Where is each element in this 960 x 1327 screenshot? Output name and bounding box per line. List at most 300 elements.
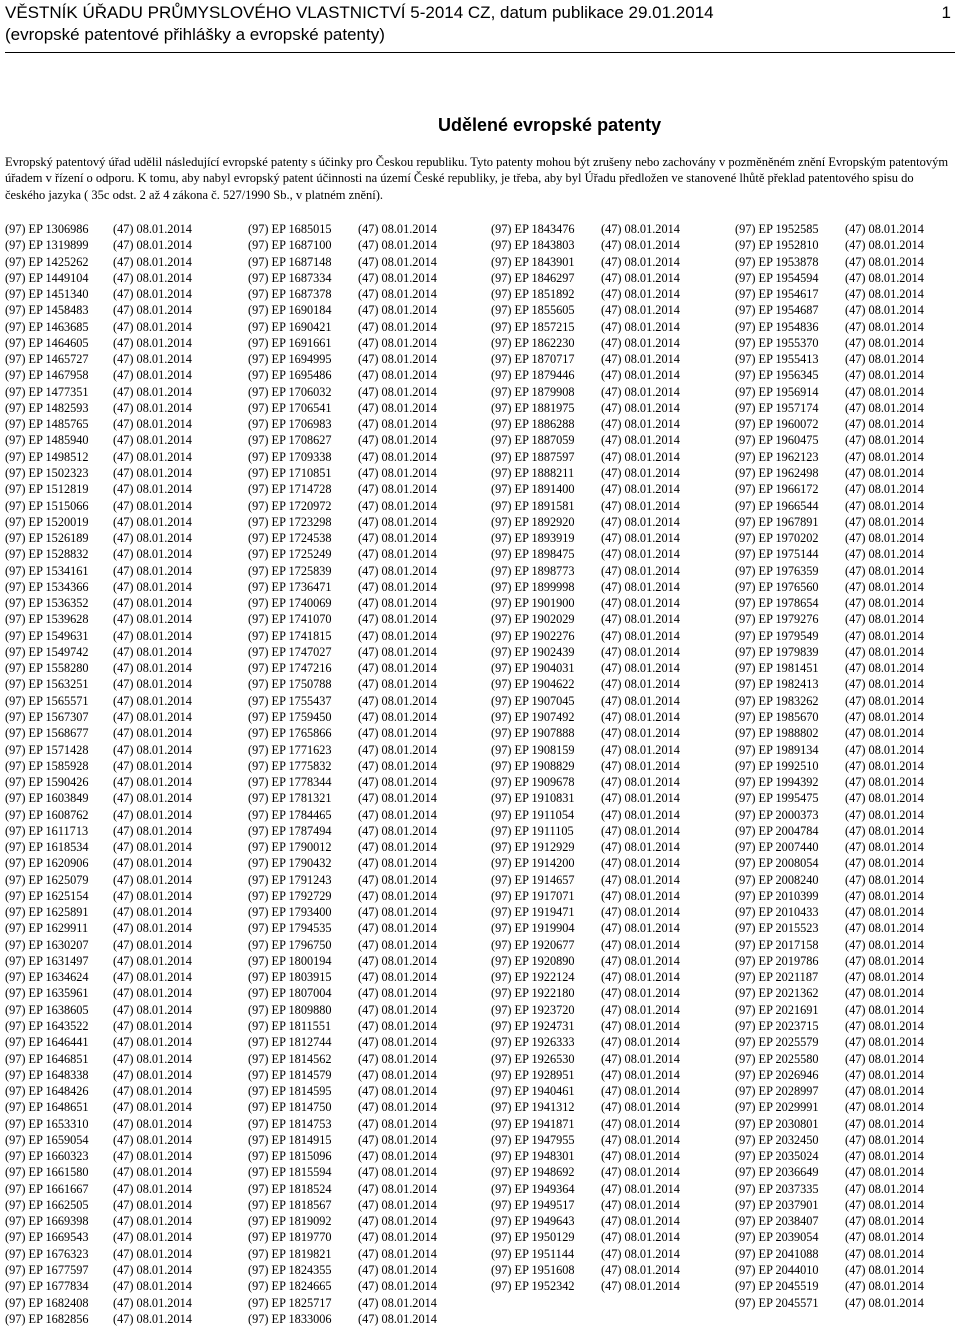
patent-number: (97) EP 1747216 bbox=[248, 661, 332, 676]
patent-number: (97) EP 1710851 bbox=[248, 465, 332, 480]
grant-date: (47) 08.01.2014 bbox=[601, 1246, 680, 1261]
patent-number: (97) EP 1949517 bbox=[491, 1197, 575, 1212]
grant-date: (47) 08.01.2014 bbox=[358, 531, 437, 546]
grant-date: (47) 08.01.2014 bbox=[358, 742, 437, 757]
patent-row bbox=[5, 1278, 192, 1294]
grant-date: (47) 08.01.2014 bbox=[358, 222, 437, 236]
patent-number: (97) EP 1565571 bbox=[5, 693, 89, 708]
patent-row bbox=[5, 709, 192, 725]
grant-date: (47) 08.01.2014 bbox=[601, 661, 680, 676]
patent-column bbox=[735, 221, 924, 1311]
patent-number: (97) EP 1954836 bbox=[735, 319, 819, 334]
patent-row bbox=[248, 449, 437, 465]
patent-number: (97) EP 1911054 bbox=[491, 807, 575, 822]
grant-date: (47) 08.01.2014 bbox=[113, 433, 192, 448]
grant-date: (47) 08.01.2014 bbox=[601, 921, 680, 936]
patent-number: (97) EP 1803915 bbox=[248, 970, 332, 985]
grant-date: (47) 08.01.2014 bbox=[601, 1002, 680, 1017]
grant-date: (47) 08.01.2014 bbox=[358, 254, 437, 269]
grant-date: (47) 08.01.2014 bbox=[845, 1100, 924, 1115]
grant-date: (47) 08.01.2014 bbox=[601, 791, 680, 806]
grant-date: (47) 08.01.2014 bbox=[113, 482, 192, 497]
grant-date: (47) 08.01.2014 bbox=[601, 726, 680, 741]
grant-date: (47) 08.01.2014 bbox=[358, 612, 437, 627]
patent-number: (97) EP 1608762 bbox=[5, 807, 89, 822]
grant-date: (47) 08.01.2014 bbox=[845, 1002, 924, 1017]
grant-date: (47) 08.01.2014 bbox=[601, 1230, 680, 1245]
patent-row bbox=[5, 237, 192, 253]
grant-date: (47) 08.01.2014 bbox=[845, 303, 924, 318]
patent-row bbox=[491, 595, 680, 611]
grant-date: (47) 08.01.2014 bbox=[113, 1132, 192, 1147]
grant-date: (47) 08.01.2014 bbox=[845, 1197, 924, 1212]
grant-date: (47) 08.01.2014 bbox=[601, 1263, 680, 1277]
grant-date: (47) 08.01.2014 bbox=[358, 888, 437, 903]
patent-number: (97) EP 1967891 bbox=[735, 514, 819, 529]
grant-date: (47) 08.01.2014 bbox=[113, 661, 192, 676]
grant-date: (47) 08.01.2014 bbox=[601, 1019, 680, 1034]
patent-row bbox=[491, 319, 680, 335]
patent-number: (97) EP 1922124 bbox=[491, 970, 575, 985]
patent-number: (97) EP 1638605 bbox=[5, 1002, 89, 1017]
patent-row bbox=[735, 1246, 924, 1262]
grant-date: (47) 08.01.2014 bbox=[845, 400, 924, 415]
patent-number: (97) EP 1904622 bbox=[491, 677, 575, 692]
patent-row bbox=[5, 367, 192, 383]
patent-row bbox=[491, 676, 680, 692]
patent-number: (97) EP 1759450 bbox=[248, 709, 332, 724]
grant-date: (47) 08.01.2014 bbox=[358, 465, 437, 480]
grant-date: (47) 08.01.2014 bbox=[845, 531, 924, 546]
patent-number: (97) EP 1725839 bbox=[248, 563, 332, 578]
patent-number: (97) EP 1534161 bbox=[5, 563, 89, 578]
patent-row bbox=[248, 563, 437, 579]
grant-date: (47) 08.01.2014 bbox=[113, 1311, 192, 1326]
patent-number: (97) EP 2044010 bbox=[735, 1263, 819, 1277]
patent-row bbox=[491, 254, 680, 270]
grant-date: (47) 08.01.2014 bbox=[358, 872, 437, 887]
patent-row bbox=[491, 611, 680, 627]
grant-date: (47) 08.01.2014 bbox=[113, 498, 192, 513]
grant-date: (47) 08.01.2014 bbox=[845, 612, 924, 627]
grant-date: (47) 08.01.2014 bbox=[113, 287, 192, 302]
patent-number: (97) EP 1526189 bbox=[5, 531, 89, 546]
grant-date: (47) 08.01.2014 bbox=[601, 1149, 680, 1164]
patent-number: (97) EP 1648426 bbox=[5, 1084, 89, 1099]
patent-row bbox=[491, 1132, 680, 1148]
patent-number: (97) EP 1892920 bbox=[491, 514, 575, 529]
patent-row bbox=[735, 1278, 924, 1294]
grant-date: (47) 08.01.2014 bbox=[601, 579, 680, 594]
patent-row bbox=[5, 530, 192, 546]
grant-date: (47) 08.01.2014 bbox=[845, 856, 924, 871]
patent-number: (97) EP 1843901 bbox=[491, 254, 575, 269]
grant-date: (47) 08.01.2014 bbox=[113, 970, 192, 985]
patent-number: (97) EP 1962123 bbox=[735, 449, 819, 464]
grant-date: (47) 08.01.2014 bbox=[358, 709, 437, 724]
patent-row bbox=[491, 546, 680, 562]
patent-number: (97) EP 1676323 bbox=[5, 1246, 89, 1261]
patent-number: (97) EP 1669543 bbox=[5, 1230, 89, 1245]
patent-row bbox=[248, 270, 437, 286]
patent-row bbox=[735, 530, 924, 546]
patent-row bbox=[5, 920, 192, 936]
grant-date: (47) 08.01.2014 bbox=[358, 840, 437, 855]
grant-date: (47) 08.01.2014 bbox=[358, 579, 437, 594]
grant-date: (47) 08.01.2014 bbox=[358, 1165, 437, 1180]
patent-row bbox=[5, 1197, 192, 1213]
patent-number: (97) EP 1741815 bbox=[248, 628, 332, 643]
patent-row bbox=[5, 432, 192, 448]
grant-date: (47) 08.01.2014 bbox=[845, 1019, 924, 1034]
grant-date: (47) 08.01.2014 bbox=[358, 1051, 437, 1066]
patent-number: (97) EP 1709338 bbox=[248, 449, 332, 464]
grant-date: (47) 08.01.2014 bbox=[601, 644, 680, 659]
grant-date: (47) 08.01.2014 bbox=[113, 1084, 192, 1099]
patent-number: (97) EP 1784465 bbox=[248, 807, 332, 822]
patent-number: (97) EP 1646441 bbox=[5, 1035, 89, 1050]
grant-date: (47) 08.01.2014 bbox=[113, 856, 192, 871]
grant-date: (47) 08.01.2014 bbox=[845, 970, 924, 985]
grant-date: (47) 08.01.2014 bbox=[601, 433, 680, 448]
grant-date: (47) 08.01.2014 bbox=[358, 823, 437, 838]
grant-date: (47) 08.01.2014 bbox=[358, 1019, 437, 1034]
patent-number: (97) EP 1809880 bbox=[248, 1002, 332, 1017]
patent-number: (97) EP 1625891 bbox=[5, 905, 89, 920]
patent-row bbox=[735, 514, 924, 530]
patent-number: (97) EP 1690421 bbox=[248, 319, 332, 334]
patent-number: (97) EP 1923720 bbox=[491, 1002, 575, 1017]
grant-date: (47) 08.01.2014 bbox=[113, 465, 192, 480]
patent-row bbox=[5, 758, 192, 774]
grant-date: (47) 08.01.2014 bbox=[113, 937, 192, 952]
grant-date: (47) 08.01.2014 bbox=[113, 254, 192, 269]
patent-row bbox=[491, 1213, 680, 1229]
patent-row bbox=[5, 1132, 192, 1148]
patent-number: (97) EP 1818524 bbox=[248, 1181, 332, 1196]
patent-row bbox=[491, 286, 680, 302]
patent-number: (97) EP 1787494 bbox=[248, 823, 332, 838]
grant-date: (47) 08.01.2014 bbox=[845, 840, 924, 855]
grant-date: (47) 08.01.2014 bbox=[113, 514, 192, 529]
patent-number: (97) EP 2041088 bbox=[735, 1246, 819, 1261]
patent-number: (97) EP 1520019 bbox=[5, 514, 89, 529]
patent-row bbox=[491, 237, 680, 253]
patent-row bbox=[248, 335, 437, 351]
patent-number: (97) EP 1954617 bbox=[735, 287, 819, 302]
patent-number: (97) EP 1911105 bbox=[491, 823, 574, 838]
patent-row bbox=[5, 1213, 192, 1229]
patent-row bbox=[248, 985, 437, 1001]
grant-date: (47) 08.01.2014 bbox=[845, 465, 924, 480]
patent-row bbox=[491, 1164, 680, 1180]
grant-date: (47) 08.01.2014 bbox=[845, 238, 924, 253]
grant-date: (47) 08.01.2014 bbox=[113, 1002, 192, 1017]
patent-row bbox=[5, 888, 192, 904]
patent-number: (97) EP 1790012 bbox=[248, 840, 332, 855]
grant-date: (47) 08.01.2014 bbox=[113, 352, 192, 367]
patent-number: (97) EP 1536352 bbox=[5, 596, 89, 611]
patent-number: (97) EP 1539628 bbox=[5, 612, 89, 627]
patent-row bbox=[735, 985, 924, 1001]
patent-row bbox=[5, 969, 192, 985]
patent-number: (97) EP 1843803 bbox=[491, 238, 575, 253]
patent-row bbox=[735, 774, 924, 790]
patent-number: (97) EP 1887597 bbox=[491, 449, 575, 464]
patent-row bbox=[491, 579, 680, 595]
patent-row bbox=[735, 335, 924, 351]
grant-date: (47) 08.01.2014 bbox=[601, 807, 680, 822]
grant-date: (47) 08.01.2014 bbox=[601, 1116, 680, 1131]
patent-number: (97) EP 1634624 bbox=[5, 970, 89, 985]
grant-date: (47) 08.01.2014 bbox=[845, 335, 924, 350]
patent-row bbox=[735, 1262, 924, 1278]
patent-number: (97) EP 2017158 bbox=[735, 937, 819, 952]
grant-date: (47) 08.01.2014 bbox=[601, 482, 680, 497]
patent-number: (97) EP 1682856 bbox=[5, 1311, 89, 1326]
patent-number: (97) EP 1792729 bbox=[248, 888, 332, 903]
patent-row bbox=[5, 1246, 192, 1262]
patent-number: (97) EP 2019786 bbox=[735, 953, 819, 968]
grant-date: (47) 08.01.2014 bbox=[845, 1246, 924, 1261]
patent-number: (97) EP 1618534 bbox=[5, 840, 89, 855]
patent-row bbox=[735, 1018, 924, 1034]
grant-date: (47) 08.01.2014 bbox=[845, 1181, 924, 1196]
page-number: 1 bbox=[941, 3, 951, 22]
patent-row bbox=[735, 1067, 924, 1083]
grant-date: (47) 08.01.2014 bbox=[358, 287, 437, 302]
patent-number: (97) EP 1571428 bbox=[5, 742, 89, 757]
grant-date: (47) 08.01.2014 bbox=[113, 726, 192, 741]
grant-date: (47) 08.01.2014 bbox=[113, 596, 192, 611]
patent-row bbox=[491, 888, 680, 904]
patent-row bbox=[248, 693, 437, 709]
grant-date: (47) 08.01.2014 bbox=[358, 596, 437, 611]
grant-date: (47) 08.01.2014 bbox=[358, 1197, 437, 1212]
patent-row bbox=[5, 1067, 192, 1083]
grant-date: (47) 08.01.2014 bbox=[601, 709, 680, 724]
patent-number: (97) EP 2038407 bbox=[735, 1214, 819, 1229]
grant-date: (47) 08.01.2014 bbox=[845, 384, 924, 399]
grant-date: (47) 08.01.2014 bbox=[113, 270, 192, 285]
patent-row bbox=[735, 384, 924, 400]
patent-number: (97) EP 1891581 bbox=[491, 498, 575, 513]
patent-number: (97) EP 1818567 bbox=[248, 1197, 332, 1212]
patent-row bbox=[735, 1181, 924, 1197]
grant-date: (47) 08.01.2014 bbox=[601, 1067, 680, 1082]
grant-date: (47) 08.01.2014 bbox=[358, 417, 437, 432]
patent-row bbox=[5, 872, 192, 888]
patent-number: (97) EP 1669398 bbox=[5, 1214, 89, 1229]
grant-date: (47) 08.01.2014 bbox=[845, 254, 924, 269]
patent-number: (97) EP 1740069 bbox=[248, 596, 332, 611]
grant-date: (47) 08.01.2014 bbox=[358, 644, 437, 659]
patent-row bbox=[5, 953, 192, 969]
grant-date: (47) 08.01.2014 bbox=[358, 563, 437, 578]
patent-row bbox=[735, 953, 924, 969]
patent-row bbox=[491, 628, 680, 644]
grant-date: (47) 08.01.2014 bbox=[358, 1035, 437, 1050]
grant-date: (47) 08.01.2014 bbox=[601, 596, 680, 611]
patent-row bbox=[5, 465, 192, 481]
grant-date: (47) 08.01.2014 bbox=[113, 840, 192, 855]
patent-row bbox=[5, 725, 192, 741]
patent-number: (97) EP 1908829 bbox=[491, 758, 575, 773]
patent-row bbox=[248, 1116, 437, 1132]
patent-row bbox=[248, 1278, 437, 1294]
grant-date: (47) 08.01.2014 bbox=[845, 775, 924, 790]
patent-row bbox=[735, 790, 924, 806]
patent-number: (97) EP 1949364 bbox=[491, 1181, 575, 1196]
patent-number: (97) EP 1879446 bbox=[491, 368, 575, 383]
patent-number: (97) EP 1851892 bbox=[491, 287, 575, 302]
patent-row bbox=[5, 839, 192, 855]
grant-date: (47) 08.01.2014 bbox=[113, 449, 192, 464]
grant-date: (47) 08.01.2014 bbox=[845, 726, 924, 741]
patent-row bbox=[491, 660, 680, 676]
grant-date: (47) 08.01.2014 bbox=[358, 1002, 437, 1017]
patent-number: (97) EP 1914200 bbox=[491, 856, 575, 871]
grant-date: (47) 08.01.2014 bbox=[845, 352, 924, 367]
patent-number: (97) EP 1975144 bbox=[735, 547, 819, 562]
grant-date: (47) 08.01.2014 bbox=[845, 644, 924, 659]
patent-row bbox=[491, 1197, 680, 1213]
patent-row bbox=[735, 1002, 924, 1018]
grant-date: (47) 08.01.2014 bbox=[601, 677, 680, 692]
grant-date: (47) 08.01.2014 bbox=[845, 677, 924, 692]
patent-number: (97) EP 1685015 bbox=[248, 222, 332, 236]
patent-row bbox=[735, 937, 924, 953]
patent-row bbox=[735, 221, 924, 237]
patent-number: (97) EP 1747027 bbox=[248, 644, 332, 659]
intro-paragraph: Evropský patentový úřad udělil následující evropské patenty s účinky pro Českou republiku. Tyto patenty mohou být zrušeny nebo zachovány v pozměněném znění Evropským patentovým úřadem v řízení o odporu. K tomu, aby nabyl evropský patent účinnosti na území České republiky, je třeba, aby byl Úřadu předložen ve stanovené lhůtě překlad patentového spisu do českého jazyka ( 35c odst. 2 až 4 zákona č. 527/1990 Sb., v platném znění). bbox=[5, 155, 949, 202]
grant-date: (47) 08.01.2014 bbox=[113, 547, 192, 562]
patent-row bbox=[735, 872, 924, 888]
patent-row bbox=[5, 676, 192, 692]
patent-row bbox=[735, 855, 924, 871]
grant-date: (47) 08.01.2014 bbox=[845, 1116, 924, 1131]
grant-date: (47) 08.01.2014 bbox=[845, 1165, 924, 1180]
grant-date: (47) 08.01.2014 bbox=[358, 775, 437, 790]
patent-row bbox=[5, 1116, 192, 1132]
grant-date: (47) 08.01.2014 bbox=[601, 953, 680, 968]
grant-date: (47) 08.01.2014 bbox=[601, 498, 680, 513]
grant-date: (47) 08.01.2014 bbox=[601, 970, 680, 985]
grant-date: (47) 08.01.2014 bbox=[601, 563, 680, 578]
grant-date: (47) 08.01.2014 bbox=[601, 400, 680, 415]
grant-date: (47) 08.01.2014 bbox=[358, 449, 437, 464]
grant-date: (47) 08.01.2014 bbox=[845, 986, 924, 1001]
patent-number: (97) EP 1690184 bbox=[248, 303, 332, 318]
patent-row bbox=[735, 807, 924, 823]
patent-row bbox=[735, 969, 924, 985]
patent-number: (97) EP 1902439 bbox=[491, 644, 575, 659]
patent-number: (97) EP 1887059 bbox=[491, 433, 575, 448]
patent-number: (97) EP 1659054 bbox=[5, 1132, 89, 1147]
patent-row bbox=[5, 302, 192, 318]
patent-number: (97) EP 1482593 bbox=[5, 400, 89, 415]
patent-number: (97) EP 1706032 bbox=[248, 384, 332, 399]
patent-row bbox=[248, 872, 437, 888]
patent-number: (97) EP 1793400 bbox=[248, 905, 332, 920]
patent-row bbox=[735, 319, 924, 335]
grant-date: (47) 08.01.2014 bbox=[113, 335, 192, 350]
patent-row bbox=[5, 449, 192, 465]
grant-date: (47) 08.01.2014 bbox=[113, 693, 192, 708]
grant-date: (47) 08.01.2014 bbox=[845, 1132, 924, 1147]
patent-row bbox=[491, 367, 680, 383]
patent-number: (97) EP 1625079 bbox=[5, 872, 89, 887]
patent-number: (97) EP 1662505 bbox=[5, 1197, 89, 1212]
patent-number: (97) EP 2010433 bbox=[735, 905, 819, 920]
patent-row bbox=[248, 855, 437, 871]
grant-date: (47) 08.01.2014 bbox=[845, 368, 924, 383]
patent-row bbox=[248, 888, 437, 904]
patent-number: (97) EP 1960072 bbox=[735, 417, 819, 432]
patent-row bbox=[491, 1116, 680, 1132]
grant-date: (47) 08.01.2014 bbox=[601, 1035, 680, 1050]
grant-date: (47) 08.01.2014 bbox=[601, 270, 680, 285]
patent-row bbox=[491, 432, 680, 448]
patent-number: (97) EP 1660323 bbox=[5, 1149, 89, 1164]
patent-row bbox=[248, 465, 437, 481]
patent-number: (97) EP 1843476 bbox=[491, 222, 575, 236]
patent-number: (97) EP 1629911 bbox=[5, 921, 89, 936]
patent-number: (97) EP 1465727 bbox=[5, 352, 89, 367]
grant-date: (47) 08.01.2014 bbox=[601, 872, 680, 887]
patent-number: (97) EP 2028997 bbox=[735, 1084, 819, 1099]
grant-date: (47) 08.01.2014 bbox=[113, 986, 192, 1001]
patent-number: (97) EP 1870717 bbox=[491, 352, 575, 367]
patent-number: (97) EP 1919471 bbox=[491, 905, 575, 920]
patent-number: (97) EP 1796750 bbox=[248, 937, 332, 952]
grant-date: (47) 08.01.2014 bbox=[845, 222, 924, 236]
patent-number: (97) EP 1947955 bbox=[491, 1132, 575, 1147]
patent-number: (97) EP 1485765 bbox=[5, 417, 89, 432]
patent-row bbox=[735, 920, 924, 936]
grant-date: (47) 08.01.2014 bbox=[845, 709, 924, 724]
grant-date: (47) 08.01.2014 bbox=[113, 872, 192, 887]
grant-date: (47) 08.01.2014 bbox=[113, 563, 192, 578]
patent-number: (97) EP 1720972 bbox=[248, 498, 332, 513]
patent-row bbox=[248, 595, 437, 611]
grant-date: (47) 08.01.2014 bbox=[601, 1181, 680, 1196]
grant-date: (47) 08.01.2014 bbox=[358, 791, 437, 806]
grant-date: (47) 08.01.2014 bbox=[601, 335, 680, 350]
grant-date: (47) 08.01.2014 bbox=[601, 1100, 680, 1115]
grant-date: (47) 08.01.2014 bbox=[113, 1230, 192, 1245]
patent-number: (97) EP 1989134 bbox=[735, 742, 819, 757]
grant-date: (47) 08.01.2014 bbox=[601, 368, 680, 383]
patent-number: (97) EP 1825717 bbox=[248, 1295, 332, 1310]
patent-row bbox=[5, 1148, 192, 1164]
patent-number: (97) EP 1952810 bbox=[735, 238, 819, 253]
patent-row bbox=[735, 1099, 924, 1115]
patent-row bbox=[248, 1099, 437, 1115]
grant-date: (47) 08.01.2014 bbox=[113, 1100, 192, 1115]
grant-date: (47) 08.01.2014 bbox=[845, 693, 924, 708]
grant-date: (47) 08.01.2014 bbox=[845, 433, 924, 448]
patent-number: (97) EP 1449104 bbox=[5, 270, 89, 285]
grant-date: (47) 08.01.2014 bbox=[358, 807, 437, 822]
patent-number: (97) EP 2039054 bbox=[735, 1230, 819, 1245]
grant-date: (47) 08.01.2014 bbox=[845, 287, 924, 302]
grant-date: (47) 08.01.2014 bbox=[358, 319, 437, 334]
grant-date: (47) 08.01.2014 bbox=[358, 856, 437, 871]
patent-number: (97) EP 1812744 bbox=[248, 1035, 332, 1050]
patent-number: (97) EP 2008240 bbox=[735, 872, 819, 887]
patent-row bbox=[5, 481, 192, 497]
